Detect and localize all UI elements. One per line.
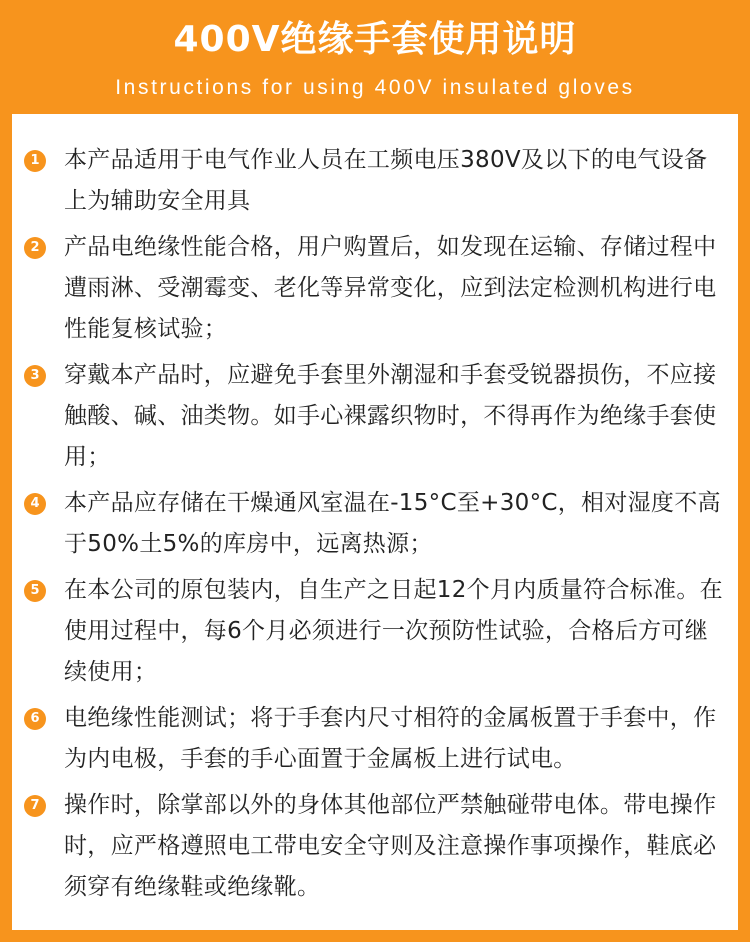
number-badge-1: 1 xyxy=(24,150,46,172)
instruction-text-5: 在本公司的原包装内，自生产之日起12个月内质量符合标准。在使用过程中，每6个月必须进行一次预防性试验，合格后方可继续使用； xyxy=(64,577,723,685)
instruction-text-1: 本产品适用于电气作业人员在工频电压380V及以下的电气设备上为辅助安全用具 xyxy=(64,147,708,214)
page-title: 400V绝缘手套使用说明 xyxy=(173,19,577,60)
instruction-item-7 xyxy=(12,785,738,908)
instructions-panel xyxy=(12,114,738,930)
instruction-item-2 xyxy=(12,227,738,350)
instruction-text-4: 本产品应存储在干燥通风室温在-15°C至+30°C，相对湿度不高于50%土5%的库房中，远离热源； xyxy=(64,490,721,557)
instruction-list xyxy=(12,140,738,913)
number-badge-6: 6 xyxy=(24,708,46,730)
instruction-text-3: 穿戴本产品时，应避免手套里外潮湿和手套受锐器损伤，不应接触酸、碱、油类物。如手心裸露织物时，不得再作为绝缘手套使用； xyxy=(64,362,717,470)
number-badge-5: 5 xyxy=(24,580,46,602)
instruction-text-6: 电绝缘性能测试；将于手套内尺寸相符的金属板置于手套中，作为内电极，手套的手心面置于金属板上进行试电。 xyxy=(64,705,717,772)
instruction-text-7: 操作时，除掌部以外的身体其他部位严禁触碰带电体。带电操作时，应严格遵照电工带电安全守则及注意操作事项操作，鞋底必须穿有绝缘鞋或绝缘靴。 xyxy=(64,792,717,900)
instruction-item-3 xyxy=(12,355,738,478)
number-badge-4: 4 xyxy=(24,493,46,515)
number-badge-7: 7 xyxy=(24,795,46,817)
number-badge-3: 3 xyxy=(24,365,46,387)
instruction-text-2: 产品电绝缘性能合格，用户购置后，如发现在运输、存储过程中遭雨淋、受潮霉变、老化等异常变化，应到法定检测机构进行电性能复核试验； xyxy=(64,234,717,342)
header-banner xyxy=(0,0,750,112)
instruction-item-6 xyxy=(12,698,738,780)
instruction-item-4 xyxy=(12,483,738,565)
page-subtitle: Instructions for using 400V insulated gloves xyxy=(115,76,635,99)
number-badge-2: 2 xyxy=(24,237,46,259)
instruction-item-1 xyxy=(12,140,738,222)
instruction-item-5 xyxy=(12,570,738,693)
